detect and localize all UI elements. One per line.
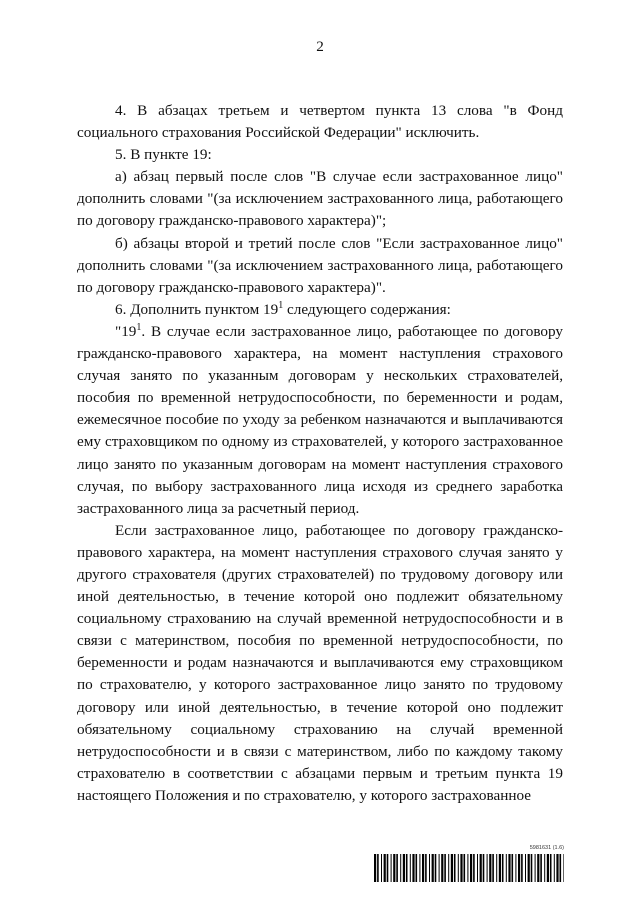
barcode-bar bbox=[550, 854, 552, 882]
barcode-bar bbox=[547, 854, 549, 882]
page-number: 2 bbox=[316, 38, 324, 55]
barcode-bar bbox=[492, 854, 494, 882]
barcode-bar bbox=[422, 854, 424, 882]
barcode-bar bbox=[435, 854, 437, 882]
barcode-bar bbox=[518, 854, 520, 882]
paragraph-p5a: а) абзац первый после слов "В случае если застрахованное лицо" дополнить словами "(за исключением застрахованного лица, работающего по договору гражданско-правового характера)"; bbox=[77, 168, 563, 230]
barcode-bar bbox=[425, 854, 427, 882]
barcode-bar bbox=[544, 854, 545, 882]
paragraph-text: следующего содержания: bbox=[283, 300, 451, 318]
barcode-bar bbox=[429, 854, 430, 882]
barcode-bar bbox=[400, 854, 401, 882]
barcode-bar bbox=[391, 854, 392, 882]
document-body bbox=[77, 100, 563, 807]
barcode-bar bbox=[410, 854, 411, 882]
barcode-bar bbox=[448, 854, 449, 882]
paragraph-text: . В случае если застрахованное лицо, работающее по договору гражданско-правового характера, на момент наступления страхового случая занято по указанным договорам у нескольких страхователей, пособия по временной нетрудоспособности, по беременности и родам, ежемесячное пособие по уходу за ребенком назначаются и выплачиваются ему страховщиком по одному из страхователей, у которого застрахованное лицо занято по указанным договорам на момент наступления страхового случая, по выбору застрахованного лица исходя из среднего заработка застрахованного лица за расчетный период. bbox=[77, 322, 563, 517]
barcode-bar bbox=[393, 854, 395, 882]
barcode-bar bbox=[556, 854, 558, 882]
barcode-bar bbox=[464, 854, 466, 882]
barcode-bar bbox=[531, 854, 533, 882]
barcode-bar bbox=[512, 854, 514, 882]
barcode-bar bbox=[432, 854, 434, 882]
barcode-bar bbox=[525, 854, 526, 882]
barcode-bar bbox=[381, 854, 382, 882]
superscript: 1 bbox=[136, 321, 142, 333]
barcode-bar bbox=[487, 854, 488, 882]
barcode-bar bbox=[554, 854, 555, 882]
paragraph-p4: 4. В абзацах третьем и четвертом пункта 13 слова "в Фонд социального страхования Российской Федерации" исключить. bbox=[77, 102, 563, 142]
barcode-bar bbox=[467, 854, 468, 882]
barcode-bar bbox=[508, 854, 510, 882]
barcode-bar bbox=[502, 854, 504, 882]
barcode-bar bbox=[387, 854, 389, 882]
barcode-bar bbox=[540, 854, 542, 882]
barcode-bar bbox=[506, 854, 507, 882]
barcode-bar bbox=[377, 854, 379, 882]
barcode-bar bbox=[406, 854, 408, 882]
barcode-bar bbox=[403, 854, 405, 882]
barcode-bar bbox=[470, 854, 472, 882]
document-id-stamp: 5981631 (1.6) bbox=[529, 845, 564, 851]
barcode-bar bbox=[489, 854, 491, 882]
paragraph-p19-1a bbox=[77, 321, 563, 520]
barcode-bar bbox=[458, 854, 459, 882]
barcode-bar bbox=[416, 854, 418, 882]
barcode-bar bbox=[563, 854, 564, 882]
paragraph-p6 bbox=[77, 299, 563, 321]
barcode-bar bbox=[473, 854, 475, 882]
barcode-bar bbox=[515, 854, 516, 882]
barcode-bar bbox=[412, 854, 414, 882]
barcode-bar bbox=[483, 854, 485, 882]
barcode bbox=[374, 854, 564, 882]
barcode-bar bbox=[499, 854, 501, 882]
barcode-bar bbox=[480, 854, 482, 882]
barcode-bar bbox=[444, 854, 446, 882]
paragraph-p19-1b: Если застрахованное лицо, работающее по договору гражданско-правового характера, на момент наступления страхового случая занято у другого страхователя (других страхователей) по трудовому договору или иной деятельностью, в течение которой оно подлежит обязательному социальному страхованию на случай временной нетрудоспособности и в связи с материнством, пособия по временной нетрудоспособности, по беременности и родам назначаются и выплачиваются ему страховщиком по страхователю, у которого застрахованное лицо занято по трудовому договору или иной деятельностью, в течение которой оно подлежит обязательному социальному страхованию на случай временной нетрудоспособности и в связи с материнством, либо по каждому такому страхователю в соответствии с абзацами первым и третьим пункта 19 настоящего Положения и по страхователю, у которого застрахованное bbox=[77, 521, 563, 804]
barcode-bar bbox=[439, 854, 440, 882]
barcode-bar bbox=[521, 854, 523, 882]
barcode-bar bbox=[528, 854, 530, 882]
barcode-bar bbox=[441, 854, 443, 882]
barcode-bar bbox=[460, 854, 462, 882]
barcode-bar bbox=[451, 854, 453, 882]
barcode-bar bbox=[477, 854, 478, 882]
barcode-bar bbox=[374, 854, 376, 882]
barcode-bar bbox=[537, 854, 539, 882]
paragraph-p5: 5. В пункте 19: bbox=[115, 146, 212, 164]
barcode-bar bbox=[535, 854, 536, 882]
barcode-bar bbox=[454, 854, 456, 882]
barcode-bar bbox=[496, 854, 497, 882]
barcode-bar bbox=[419, 854, 420, 882]
paragraph-text: "19 bbox=[115, 322, 137, 340]
barcode-bar bbox=[384, 854, 386, 882]
barcode-bar bbox=[396, 854, 398, 882]
paragraph-text: 6. Дополнить пунктом 19 bbox=[115, 300, 279, 318]
superscript: 1 bbox=[278, 299, 284, 311]
paragraph-p5b: б) абзацы второй и третий после слов "Если застрахованное лицо" дополнить словами "(за исключением застрахованного лица, работающего по договору гражданско-правового характера)". bbox=[77, 234, 563, 296]
barcode-bar bbox=[560, 854, 562, 882]
